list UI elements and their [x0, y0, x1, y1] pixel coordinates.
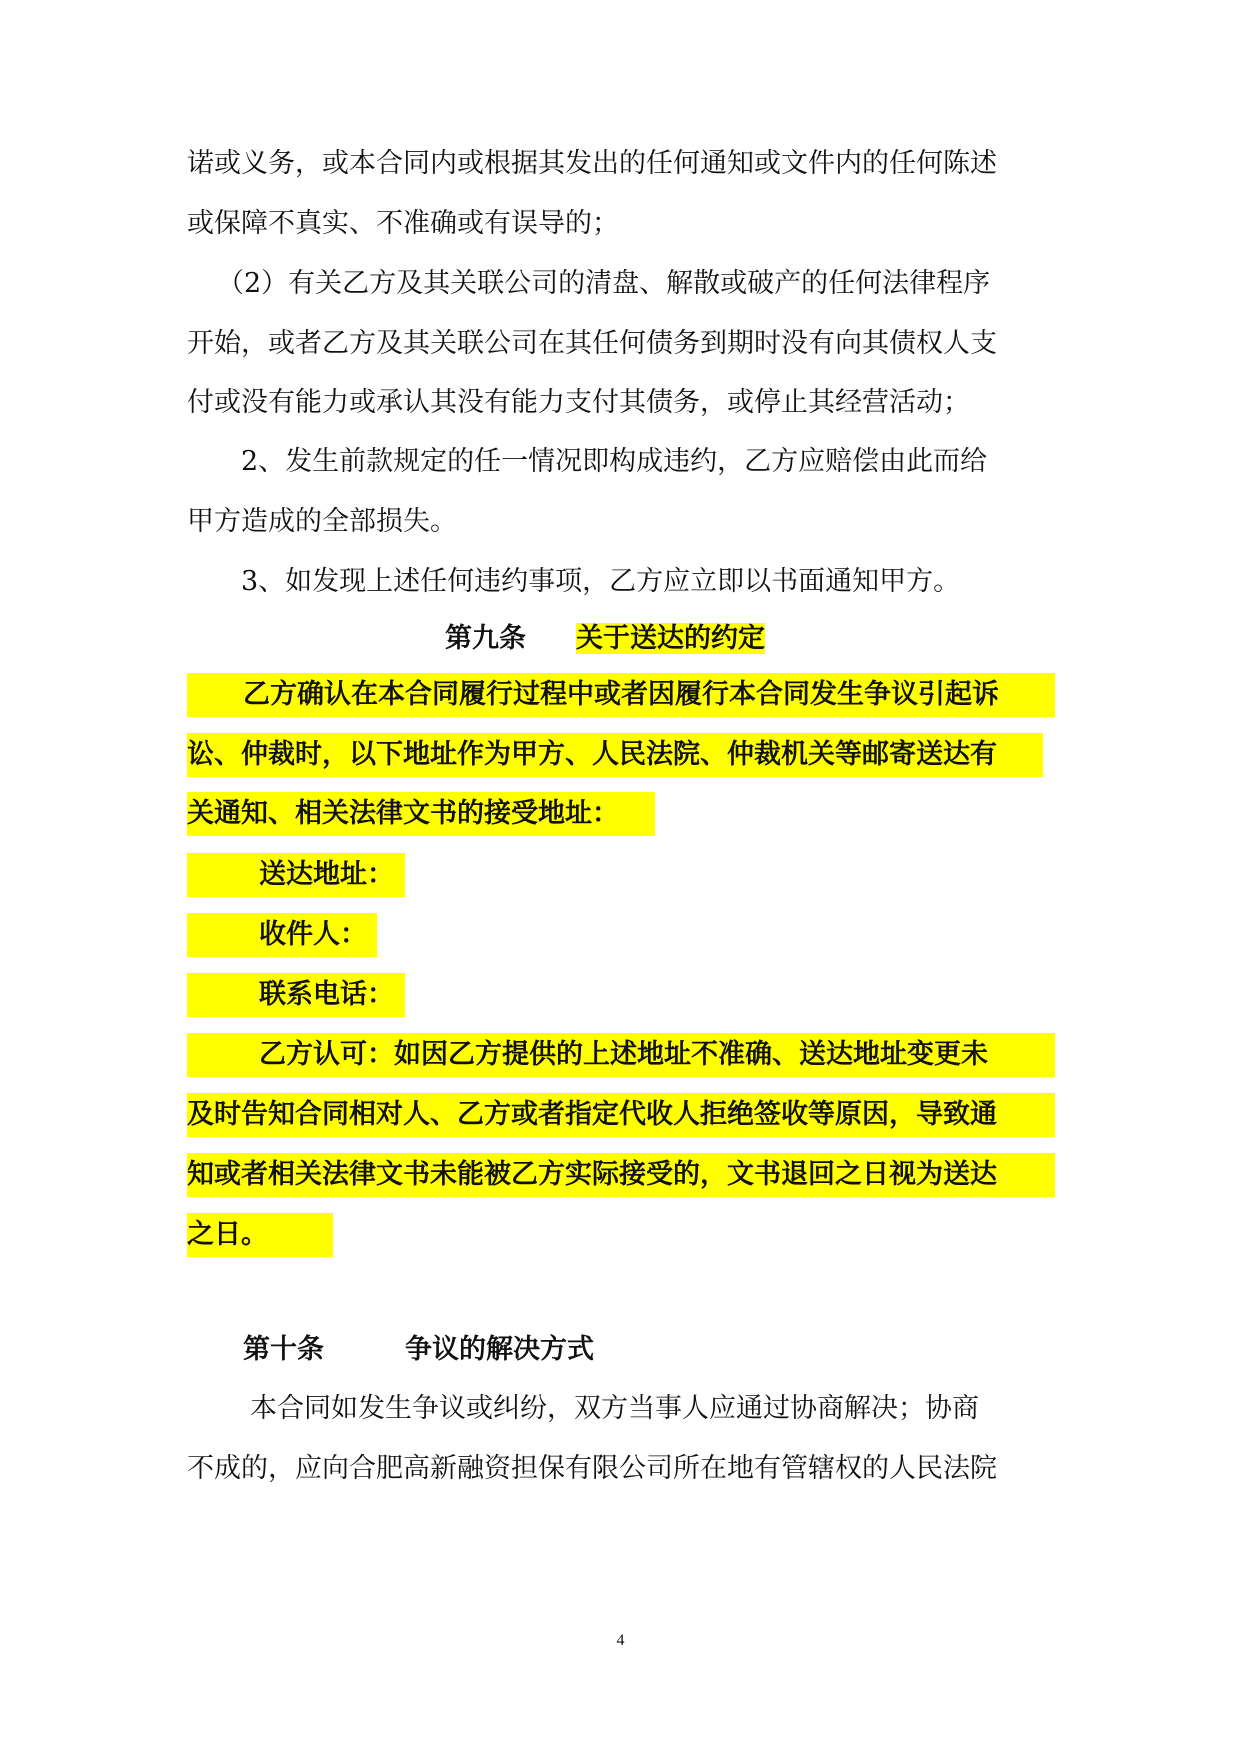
article-number: 第十条 — [243, 1334, 324, 1365]
article-number: 第九条 — [445, 623, 526, 654]
article-title — [576, 620, 765, 658]
paragraph-line: 本合同如发生争议或纠纷，双方当事人应通过协商解决；协商 — [250, 1393, 979, 1424]
page-number: 4 — [616, 1632, 625, 1649]
paragraph-line: 知或者相关法律文书未能被乙方实际接受的，文书退回之日视为送达 — [187, 1159, 997, 1190]
paragraph-line: 开始，或者乙方及其关联公司在其任何债务到期时没有向其债权人支 — [187, 328, 997, 359]
recipient-label: 收件人： — [259, 919, 367, 950]
paragraph-line: 乙方确认在本合同履行过程中或者因履行本合同发生争议引起诉 — [243, 679, 999, 710]
paragraph-line: 及时告知合同相对人、乙方或者指定代收人拒绝签收等原因，导致通 — [187, 1099, 997, 1130]
paragraph-line: 甲方造成的全部损失。 — [187, 506, 457, 537]
article-title: 争议的解决方式 — [405, 1334, 594, 1365]
phone-label: 联系电话： — [259, 979, 394, 1010]
article-title-text: 关于送达的约定 — [576, 623, 765, 654]
paragraph-line: 2、发生前款规定的任一情况即构成违约，乙方应赔偿由此而给 — [241, 446, 988, 477]
paragraph-line: 或保障不真实、不准确或有误导的； — [187, 208, 619, 239]
paragraph-line: 付或没有能力或承认其没有能力支付其债务，或停止其经营活动； — [187, 387, 970, 418]
paragraph-line: 之日。 — [187, 1219, 268, 1250]
address-label: 送达地址： — [259, 859, 394, 890]
paragraph-line: 3、如发现上述任何违约事项，乙方应立即以书面通知甲方。 — [241, 566, 961, 597]
paragraph-line: 乙方认可：如因乙方提供的上述地址不准确、送达地址变更未 — [259, 1039, 988, 1070]
paragraph-line: 诺或义务，或本合同内或根据其发出的任何通知或文件内的任何陈述 — [187, 148, 997, 179]
paragraph-line: 关通知、相关法律文书的接受地址： — [187, 798, 619, 829]
paragraph-line: 不成的，应向合肥高新融资担保有限公司所在地有管辖权的人民法院 — [187, 1453, 997, 1484]
paragraph-line: （2）有关乙方及其关联公司的清盘、解散或破产的任何法律程序 — [217, 268, 991, 299]
paragraph-line: 讼、仲裁时，以下地址作为甲方、人民法院、仲裁机关等邮寄送达有 — [187, 739, 997, 770]
